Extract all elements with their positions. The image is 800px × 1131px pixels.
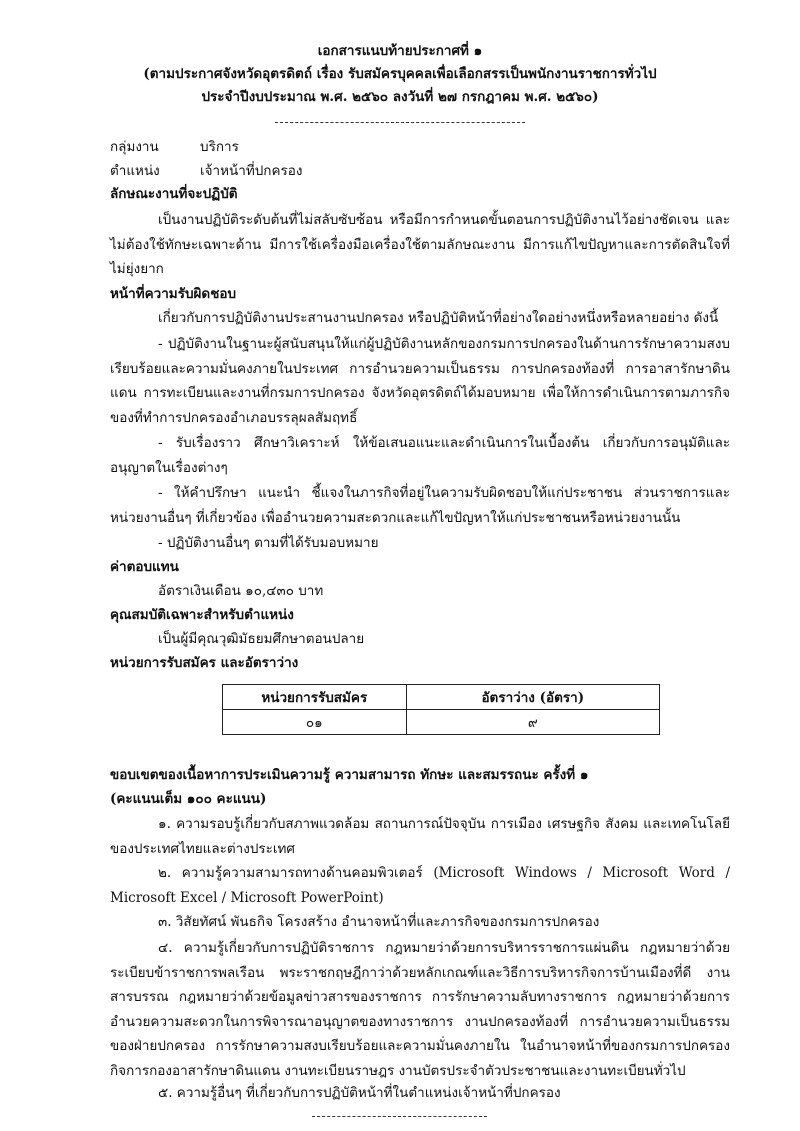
- group-label: กลุ่มงาน: [110, 139, 159, 155]
- header-subtitle-1: (ตามประกาศจังหวัดอุตรดิตถ์ เรื่อง รับสมัครบุคคลเพื่อเลือกสรรเป็นพนักงานราชการทั่วไป: [143, 66, 657, 82]
- scope-subheading: (คะแนนเต็ม ๑๐๐ คะแนน): [110, 791, 267, 807]
- duty-item: - ให้คำปรึกษา แนะนำ ชี้แจงในภารกิจที่อยู่ในความรับผิดชอบให้แก่ประชาชน ส่วนราชการและหน่วยงานอื่นๆ ที่เกี่ยวข้อง เพื่ออำนวยความสะดวกและแก้ไขปัญหาให้แก่ประชาชนหรือหน่วยงานนั้น: [110, 485, 730, 526]
- duties-heading: หน้าที่ความรับผิดชอบ: [110, 286, 237, 302]
- vacancy-heading: หน่วยการรับสมัคร และอัตราว่าง: [110, 655, 299, 671]
- footer-divider: [312, 1116, 487, 1117]
- scope-item: ๔. ความรู้เกี่ยวกับการปฏิบัติราชการ กฎหมายว่าด้วยการบริหารราชการแผ่นดิน กฎหมายว่าด้วยระเบียบข้าราชการพลเรือน พระราชกฤษฎีกาว่าด้วยหลักเกณฑ์และวิธีการบริหารกิจการบ้านเมืองที่ดี งานสารบรรณ กฎหมายว่าด้วยข้อมูลข่าวสารของราชการ การรักษาความลับทางราชการ กฎหมายว่าด้วยการอำนวยความสะดวกในการพิจารณาอนุญาตของทางราชการ งานปกครองท้องที่ การอำนวยความเป็นธรรมของฝ่ายปกครอง การรักษาความสงบเรียบร้อยและความมั่นคงภายใน ในอำนาจหน้าที่ของกรมการปกครองกิจการกองอาสารักษาดินแดน งานทะเบียนราษฎร งานบัตรประจำตัวประชาชนและงานทะเบียนทั่วไป: [110, 940, 730, 1079]
- duty-item: - รับเรื่องราว ศึกษาวิเคราะห์ ให้ข้อเสนอแนะและดำเนินการในเบื้องต้น เกี่ยวกับการอนุมัติและอนุญาตในเรื่องต่างๆ: [110, 435, 730, 476]
- table-header-row: [223, 685, 660, 710]
- header-title: เอกสารแนบท้ายประกาศที่ ๑: [317, 43, 483, 59]
- job-nature-text: เป็นงานปฏิบัติระดับต้นที่ไม่สลับซับซ้อน หรือมีการกำหนดขั้นตอนการปฏิบัติงานไว้อย่างชัดเจน และไม่ต้องใช้ทักษะเฉพาะด้าน มีการใช้เครื่องมือเครื่องใช้ตามลักษณะงาน มีการแก้ไขปัญหาและการตัดสินใจที่ไม่ยุ่งยาก: [110, 212, 730, 277]
- qualification-heading: คุณสมบัติเฉพาะสำหรับตำแหน่ง: [110, 607, 294, 623]
- vacancy-table: [222, 684, 660, 735]
- duty-item: - ปฏิบัติงานในฐานะผู้สนับสนุนให้แก่ผู้ปฏิบัติงานหลักของกรมการปกครองในด้านการรักษาความสงบเรียบร้อยและความมั่นคงภายในประเทศ การอำนวยความเป็นธรรม การปกครองท้องที่ การอาสารักษาดินแดน การทะเบียนและงานที่กรมการปกครอง จังหวัดอุตรดิตถ์ได้มอบหมาย เพื่อให้การดำเนินการตามภารกิจของที่ทำการปกครองอำเภอบรรลุผลสัมฤทธิ์: [110, 336, 730, 426]
- scope-heading: ขอบเขตของเนื้อหาการประเมินความรู้ ความสามารถ ทักษะ และสมรรถนะ ครั้งที่ ๑: [110, 767, 589, 783]
- duties-intro: เกี่ยวกับการปฏิบัติงานประสานงานปกครอง หรือปฏิบัติหน้าที่อย่างใดอย่างหนึ่งหรือหลายอย่าง ดังนี้: [158, 310, 719, 326]
- job-nature-heading: ลักษณะงานที่จะปฏิบัติ: [110, 186, 238, 202]
- position-value: เจ้าหน้าที่ปกครอง: [200, 163, 303, 179]
- compensation-text: อัตราเงินเดือน ๑๐,๔๓๐ บาท: [158, 583, 324, 599]
- table-cell: ๐๑: [223, 710, 407, 735]
- table-cell: ๙: [406, 710, 659, 735]
- compensation-heading: ค่าตอบแทน: [110, 559, 179, 575]
- scope-item: ๕. ความรู้อื่นๆ ที่เกี่ยวกับการปฏิบัติหน้าที่ในตำแหน่งเจ้าหน้าที่ปกครอง: [158, 1085, 561, 1101]
- duty-item: - ปฏิบัติงานอื่นๆ ตามที่ได้รับมอบหมาย: [158, 535, 379, 551]
- position-label: ตำแหน่ง: [110, 163, 160, 179]
- scope-item: ๑. ความรอบรู้เกี่ยวกับสภาพแวดล้อม สถานการณ์ปัจจุบัน การเมือง เศรษฐกิจ สังคม และเทคโนโลยีของประเทศไทยและต่างประเทศ: [110, 816, 730, 857]
- scope-item: ๒. ความรู้ความสามารถทางด้านคอมพิวเตอร์ (Microsoft Windows / Microsoft Word / Microsoft Excel / Microsoft PowerPoint): [110, 865, 730, 906]
- group-value: บริการ: [200, 139, 239, 155]
- column-header: หน่วยการรับสมัคร: [223, 685, 407, 710]
- header-subtitle-2: ประจำปีงบประมาณ พ.ศ. ๒๕๖๐ ลงวันที่ ๒๗ กรกฎาคม พ.ศ. ๒๕๖๐): [201, 89, 599, 105]
- column-header: อัตราว่าง (อัตรา): [406, 685, 659, 710]
- header-divider: [275, 122, 525, 123]
- scope-item: ๓. วิสัยทัศน์ พันธกิจ โครงสร้าง อำนาจหน้าที่และภารกิจของกรมการปกครอง: [158, 914, 600, 930]
- table-row: [223, 710, 660, 735]
- qualification-text: เป็นผู้มีคุณวุฒิมัธยมศึกษาตอนปลาย: [158, 631, 365, 647]
